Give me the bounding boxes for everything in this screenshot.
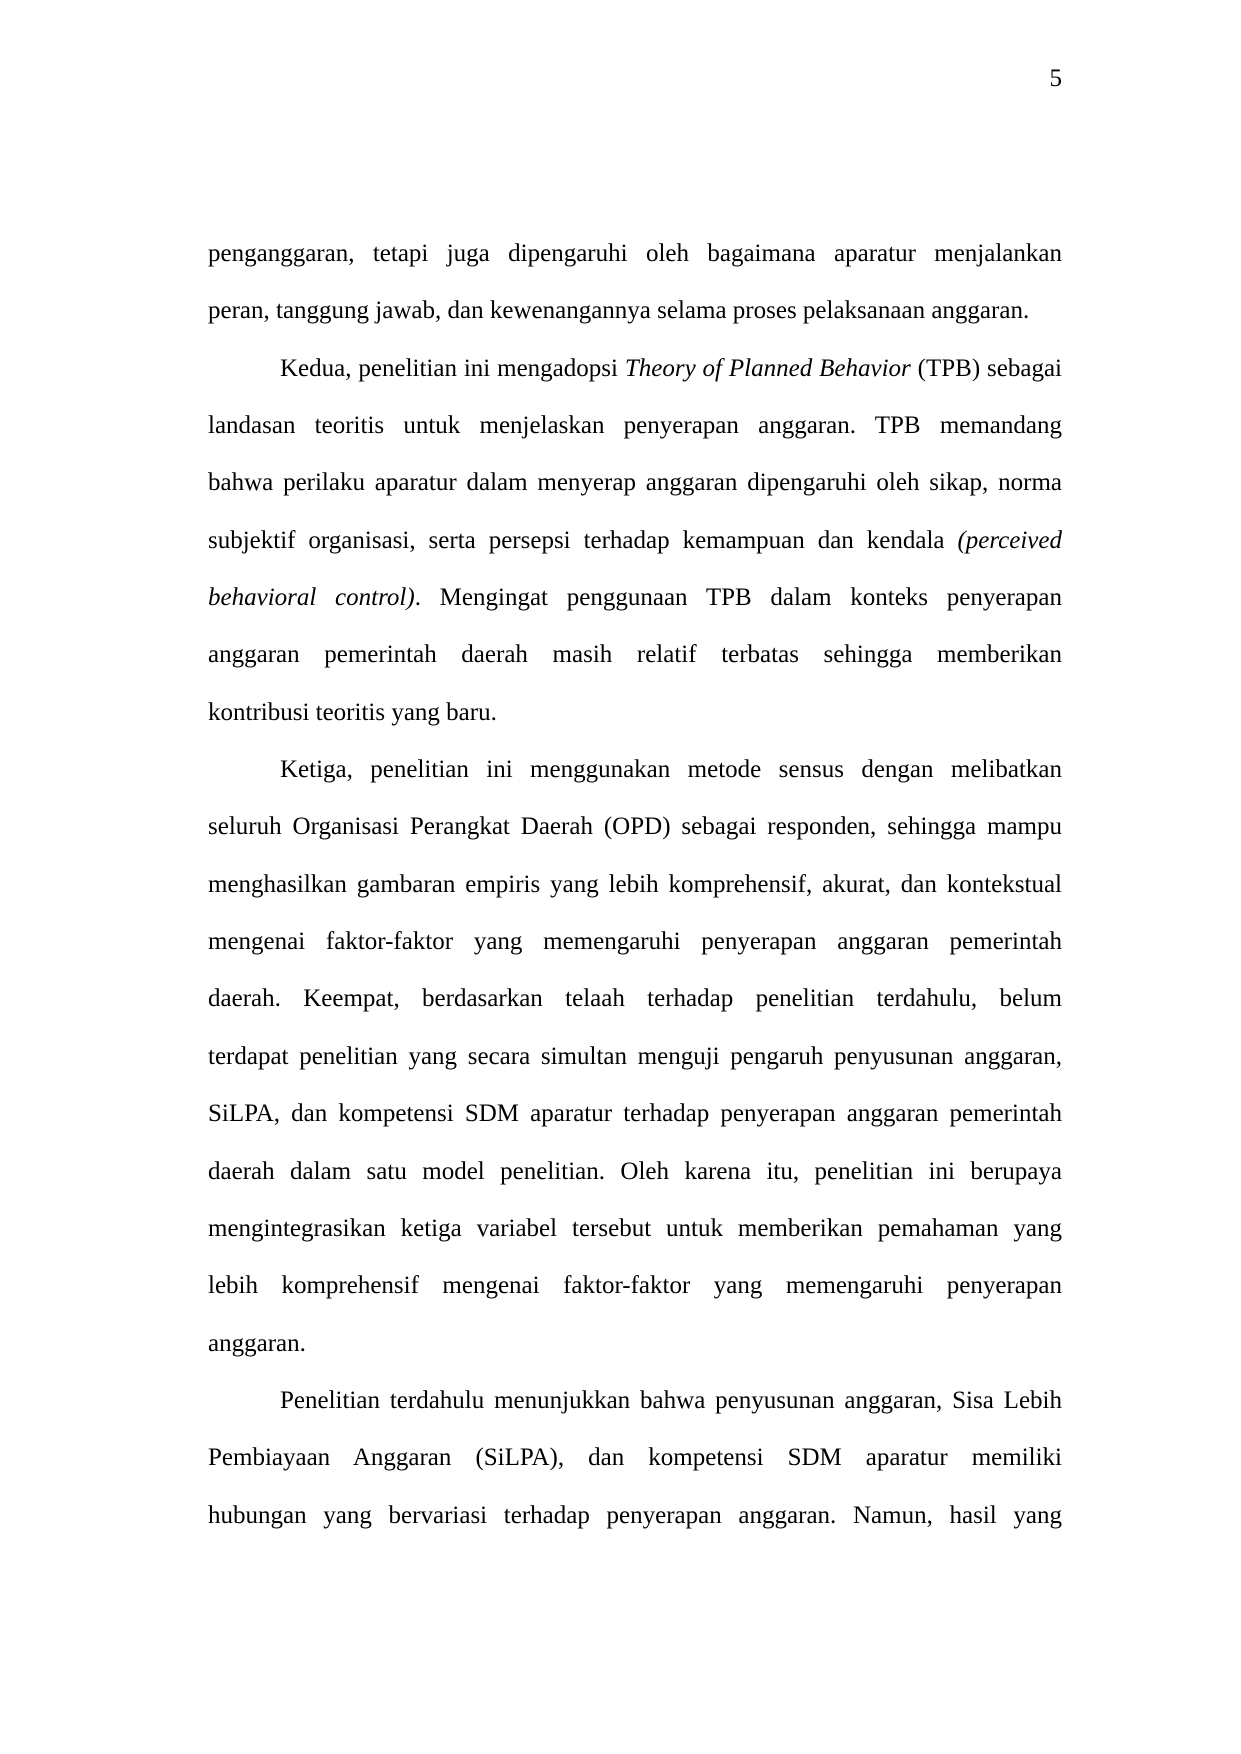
- paragraph: [208, 741, 1062, 1372]
- paragraph: [208, 1372, 1062, 1544]
- text-line: [208, 1487, 1062, 1544]
- text-line: [208, 569, 1062, 626]
- text-line: [208, 741, 1062, 798]
- text-segment: SiLPA, dan kompetensi SDM aparatur terhadap penyerapan anggaran pemerintah: [208, 1100, 1062, 1128]
- text-segment: daerah. Keempat, berdasarkan telaah terhadap penelitian terdahulu, belum: [208, 985, 1062, 1013]
- text-segment: Ketiga, penelitian ini menggunakan metode sensus dengan melibatkan: [280, 756, 1062, 784]
- text-segment: daerah dalam satu model penelitian. Oleh karena itu, penelitian ini berupaya: [208, 1157, 1062, 1185]
- text-segment: Pembiayaan Anggaran (SiLPA), dan kompetensi SDM aparatur memiliki: [208, 1444, 1062, 1472]
- text-segment: mengintegrasikan ketiga variabel tersebut untuk memberikan pemahaman yang: [208, 1214, 1062, 1242]
- text-segment: . Mengingat penggunaan TPB dalam konteks penyerapan: [414, 584, 1062, 612]
- text-line: [208, 1200, 1062, 1257]
- text-line: [208, 684, 1062, 741]
- text-segment: hubungan yang bervariasi terhadap penyerapan anggaran. Namun, hasil yang: [208, 1501, 1062, 1529]
- text-line: [208, 970, 1062, 1027]
- text-line: [208, 397, 1062, 454]
- text-segment: anggaran.: [208, 1329, 306, 1357]
- text-line: [208, 1257, 1062, 1314]
- text-segment: lebih komprehensif mengenai faktor-faktor yang memengaruhi penyerapan: [208, 1272, 1062, 1300]
- text-line: [208, 454, 1062, 511]
- text-line: [208, 282, 1062, 339]
- italic-text-segment: Theory of Planned Behavior: [624, 354, 911, 382]
- text-segment: subjektif organisasi, serta persepsi terhadap kemampuan dan kendala: [208, 526, 958, 554]
- text-segment: Penelitian terdahulu menunjukkan bahwa penyusunan anggaran, Sisa Lebih: [280, 1386, 1062, 1414]
- text-line: [208, 798, 1062, 855]
- text-line: [208, 225, 1062, 282]
- text-line: [208, 1143, 1062, 1200]
- text-line: [208, 1429, 1062, 1486]
- paragraph: [208, 340, 1062, 741]
- text-segment: peran, tanggung jawab, dan kewenangannya selama proses pelaksanaan anggaran.: [208, 297, 1030, 325]
- body-text-block: [208, 225, 1062, 1544]
- text-segment: anggaran pemerintah daerah masih relatif terbatas sehingga memberikan: [208, 641, 1062, 669]
- text-segment: Kedua, penelitian ini mengadopsi: [280, 354, 625, 382]
- text-segment: mengenai faktor-faktor yang memengaruhi penyerapan anggaran pemerintah: [208, 928, 1062, 956]
- text-line: [208, 340, 1062, 397]
- text-line: [208, 512, 1062, 569]
- text-segment: menghasilkan gambaran empiris yang lebih komprehensif, akurat, dan kontekstual: [208, 870, 1062, 898]
- text-line: [208, 626, 1062, 683]
- text-line: [208, 1315, 1062, 1372]
- text-segment: terdapat penelitian yang secara simultan menguji pengaruh penyusunan anggaran,: [208, 1042, 1062, 1070]
- text-line: [208, 856, 1062, 913]
- text-segment: kontribusi teoritis yang baru.: [208, 698, 497, 726]
- text-segment: seluruh Organisasi Perangkat Daerah (OPD) sebagai responden, sehingga mampu: [208, 813, 1062, 841]
- text-segment: penganggaran, tetapi juga dipengaruhi oleh bagaimana aparatur menjalankan: [208, 240, 1062, 267]
- text-segment: (TPB) sebagai: [910, 354, 1062, 382]
- paragraph: [208, 225, 1062, 340]
- text-line: [208, 1028, 1062, 1085]
- page-number: 5: [1049, 65, 1062, 92]
- italic-text-segment: behavioral control): [208, 584, 415, 612]
- text-line: [208, 1085, 1062, 1142]
- text-line: [208, 1372, 1062, 1429]
- text-segment: bahwa perilaku aparatur dalam menyerap anggaran dipengaruhi oleh sikap, norma: [208, 469, 1062, 497]
- text-segment: landasan teoritis untuk menjelaskan penyerapan anggaran. TPB memandang: [208, 412, 1062, 440]
- italic-text-segment: (perceived: [957, 526, 1062, 554]
- text-line: [208, 913, 1062, 970]
